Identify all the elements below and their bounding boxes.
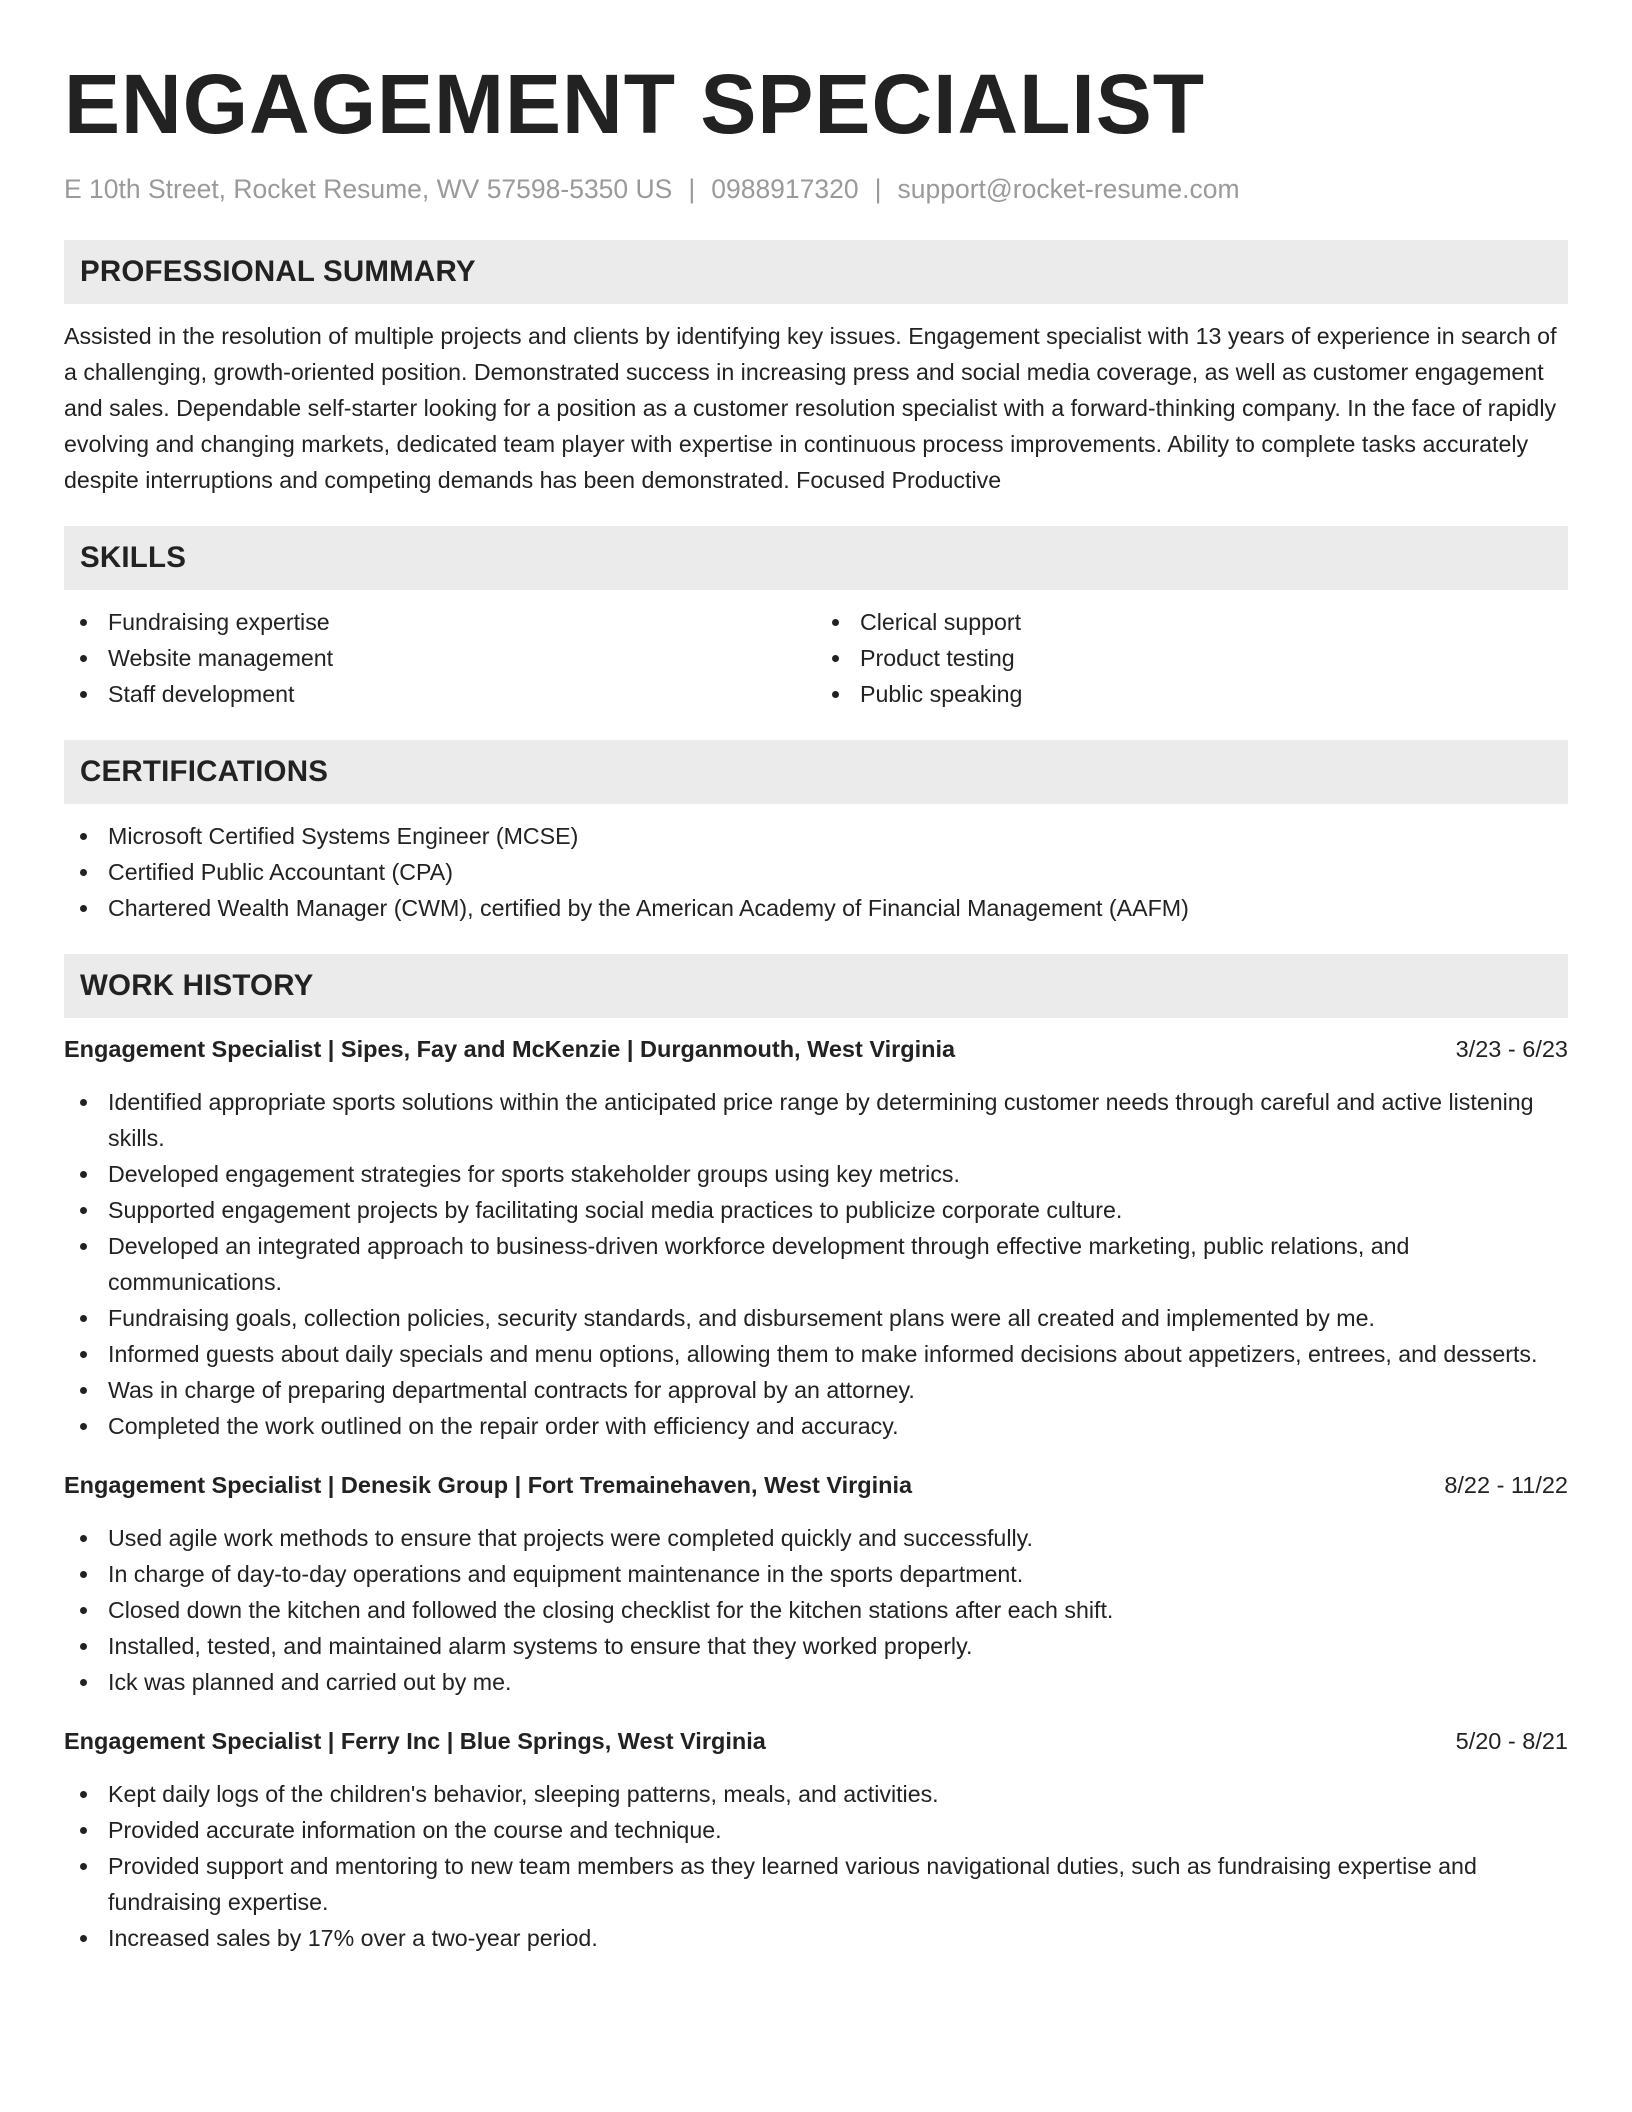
contact-line (64, 172, 1568, 206)
job-dates: 5/20 - 8/21 (1455, 1728, 1568, 1754)
job-header (64, 1468, 1568, 1502)
job-dates: 8/22 - 11/22 (1444, 1472, 1568, 1498)
skill-item: Product testing (816, 640, 1568, 676)
certification-item: Chartered Wealth Manager (CWM), certified by the American Academy of Financial Management (AAFM) (64, 890, 1568, 926)
section-heading-skills: SKILLS (64, 526, 1568, 590)
job-bullet: In charge of day-to-day operations and equipment maintenance in the sports department. (64, 1556, 1568, 1592)
job-bullets (64, 1520, 1568, 1700)
job-bullet: Provided support and mentoring to new team members as they learned various navigational duties, such as fundraising expertise and fundraising expertise. (64, 1848, 1568, 1920)
skills-list-right (816, 604, 1568, 712)
job-bullet: Informed guests about daily specials and menu options, allowing them to make informed decisions about appetizers, entrees, and desserts. (64, 1336, 1568, 1372)
job-title: Engagement Specialist | Ferry Inc | Blue Springs, West Virginia (64, 1728, 766, 1754)
skill-item: Fundraising expertise (64, 604, 816, 640)
summary-text: Assisted in the resolution of multiple projects and clients by identifying key issues. Engagement specialist with 13 years of experience in search of a challenging, growth-oriented position. Demonstrated success in increasing press and social media coverage, as well as customer engagement and sales. Dependable self-starter looking for a position as a customer resolution specialist with a forward-thinking company. In the face of rapidly evolving and changing markets, dedicated team player with expertise in continuous process improvements. Ability to complete tasks accurately despite interruptions and competing demands has been demonstrated. Focused Productive (64, 323, 1557, 493)
job-bullet: Identified appropriate sports solutions within the anticipated price range by determining customer needs through careful and active listening skills. (64, 1084, 1568, 1156)
certification-item: Certified Public Accountant (CPA) (64, 854, 1568, 890)
work-history-section (64, 954, 1568, 1956)
job-bullets (64, 1084, 1568, 1444)
job-bullet: Installed, tested, and maintained alarm systems to ensure that they worked properly. (64, 1628, 1568, 1664)
email-link[interactable]: support@rocket-resume.com (897, 174, 1240, 204)
job-bullet: Closed down the kitchen and followed the closing checklist for the kitchen stations after each shift. (64, 1592, 1568, 1628)
certifications-list (64, 818, 1568, 926)
job-bullet: Used agile work methods to ensure that projects were completed quickly and successfully. (64, 1520, 1568, 1556)
job-bullet: Developed engagement strategies for sports stakeholder groups using key metrics. (64, 1156, 1568, 1192)
skills-column-left (64, 604, 816, 712)
job-title: Engagement Specialist | Sipes, Fay and McKenzie | Durganmouth, West Virginia (64, 1036, 956, 1062)
job-bullet: Supported engagement projects by facilitating social media practices to publicize corporate culture. (64, 1192, 1568, 1228)
jobs-container (64, 1032, 1568, 1956)
section-heading-summary: PROFESSIONAL SUMMARY (64, 240, 1568, 304)
job-header (64, 1032, 1568, 1066)
job-entry (64, 1468, 1568, 1700)
job-bullet: Provided accurate information on the course and technique. (64, 1812, 1568, 1848)
job-title: Engagement Specialist | Denesik Group | Fort Tremainehaven, West Virginia (64, 1472, 913, 1498)
job-bullet: Developed an integrated approach to business-driven workforce development through effective marketing, public relations, and communications. (64, 1228, 1568, 1300)
phone: 0988917320 (711, 174, 859, 204)
skill-item: Website management (64, 640, 816, 676)
job-bullet: Increased sales by 17% over a two-year period. (64, 1920, 1568, 1956)
contact-separator: | (688, 174, 696, 204)
job-bullet: Fundraising goals, collection policies, security standards, and disbursement plans were all created and implemented by me. (64, 1300, 1568, 1336)
job-dates: 3/23 - 6/23 (1455, 1036, 1568, 1062)
summary-section (64, 240, 1568, 498)
skill-item: Staff development (64, 676, 816, 712)
job-bullet: Was in charge of preparing departmental contracts for approval by an attorney. (64, 1372, 1568, 1408)
job-entry (64, 1724, 1568, 1956)
job-bullet: Ick was planned and carried out by me. (64, 1664, 1568, 1700)
job-bullets (64, 1776, 1568, 1956)
skills-column-right (816, 604, 1568, 712)
address: E 10th Street, Rocket Resume, WV 57598-5350 US (64, 174, 673, 204)
skills-section (64, 526, 1568, 712)
job-entry (64, 1032, 1568, 1444)
certifications-section (64, 740, 1568, 926)
section-heading-work-history: WORK HISTORY (64, 954, 1568, 1018)
certification-item: Microsoft Certified Systems Engineer (MCSE) (64, 818, 1568, 854)
job-bullet: Kept daily logs of the children's behavior, sleeping patterns, meals, and activities. (64, 1776, 1568, 1812)
candidate-title: ENGAGEMENT SPECIALIST (64, 57, 1206, 151)
skill-item: Clerical support (816, 604, 1568, 640)
skills-grid (64, 604, 1568, 712)
contact-separator: | (874, 174, 882, 204)
skills-list-left (64, 604, 816, 712)
section-heading-certifications: CERTIFICATIONS (64, 740, 1568, 804)
skill-item: Public speaking (816, 676, 1568, 712)
job-header (64, 1724, 1568, 1758)
job-bullet: Completed the work outlined on the repair order with efficiency and accuracy. (64, 1408, 1568, 1444)
